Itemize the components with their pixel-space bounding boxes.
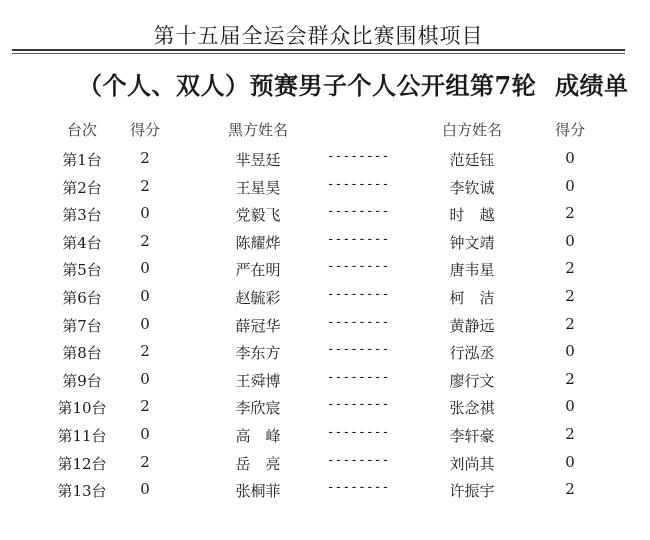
table-row	[0, 232, 650, 256]
white-score: 2	[565, 480, 575, 499]
white-score: 2	[565, 369, 575, 388]
white-score: 0	[565, 342, 575, 361]
black-score: 2	[140, 149, 150, 167]
black-score: 2	[140, 342, 150, 361]
table-number: 第5台	[62, 261, 102, 280]
separator: --------	[326, 369, 390, 385]
black-score: 0	[140, 204, 150, 223]
black-score: 2	[140, 397, 150, 416]
white-player: 黄静远	[449, 316, 495, 335]
table-number: 第6台	[62, 289, 102, 307]
white-score: 0	[565, 452, 575, 471]
table-row	[0, 287, 650, 311]
title-rule-thick	[12, 49, 625, 51]
separator: --------	[326, 231, 390, 247]
black-score: 0	[140, 369, 150, 388]
black-player: 薛冠华	[235, 316, 281, 335]
black-score: 2	[140, 176, 150, 195]
separator: --------	[326, 204, 390, 220]
white-player: 李钦诚	[449, 178, 495, 197]
black-score: 0	[140, 314, 150, 333]
white-score: 0	[565, 149, 575, 167]
header-score-black: 得分	[129, 121, 160, 139]
table-row	[0, 425, 650, 449]
white-score: 2	[565, 287, 575, 305]
black-player: 岳 亮	[235, 454, 281, 473]
table-row	[0, 453, 650, 477]
white-score: 0	[565, 176, 575, 195]
white-player: 张念祺	[449, 399, 495, 418]
result-label: 成绩单	[555, 71, 629, 100]
black-player: 张桐菲	[235, 482, 281, 501]
separator: --------	[326, 149, 390, 164]
separator: --------	[326, 480, 390, 496]
table-row	[0, 204, 650, 228]
white-player: 行泓丞	[449, 344, 495, 363]
table-row	[0, 397, 650, 421]
subtitle-text: （个人、双人）预赛男子个人公开组第7轮	[78, 71, 537, 100]
black-player: 高 峰	[235, 427, 281, 445]
table-number: 第13台	[57, 482, 107, 501]
black-score: 0	[140, 259, 150, 278]
black-score: 0	[140, 425, 150, 443]
black-player: 赵毓彩	[235, 289, 281, 307]
table-number: 第9台	[62, 371, 102, 390]
table-header	[0, 119, 650, 141]
title-rule-thin	[12, 53, 625, 54]
table-row	[0, 370, 650, 394]
black-player: 王舜博	[235, 371, 281, 390]
separator: --------	[326, 452, 390, 468]
table-number: 第12台	[57, 454, 107, 473]
table-row	[0, 480, 650, 504]
table-row	[0, 177, 650, 201]
white-player: 李轩豪	[449, 427, 495, 445]
white-score: 2	[565, 314, 575, 333]
table-number: 第2台	[62, 178, 102, 197]
header-table: 台次	[66, 121, 97, 139]
white-player: 时 越	[449, 206, 495, 225]
subtitle	[78, 66, 638, 101]
white-player: 刘尚其	[449, 454, 495, 473]
table-number: 第7台	[62, 316, 102, 335]
separator: --------	[326, 425, 390, 440]
table-number: 第11台	[57, 427, 107, 445]
white-score: 2	[565, 259, 575, 278]
black-player: 党毅飞	[235, 206, 281, 225]
black-score: 0	[140, 287, 150, 305]
black-player: 芈昱廷	[235, 151, 281, 169]
black-player: 王星昊	[235, 178, 281, 197]
separator: --------	[326, 259, 390, 275]
black-player: 严在明	[235, 261, 281, 280]
black-player: 陈耀烨	[235, 233, 281, 252]
table-row	[0, 149, 650, 173]
table-number: 第1台	[62, 151, 102, 169]
black-player: 李欣宸	[235, 399, 281, 418]
table-row	[0, 342, 650, 366]
separator: --------	[326, 287, 390, 302]
separator: --------	[326, 314, 390, 330]
table-number: 第8台	[62, 344, 102, 363]
document-title: 第十五届全运会群众比赛围棋项目	[153, 24, 484, 48]
black-score: 2	[140, 231, 150, 250]
table-row	[0, 259, 650, 283]
separator: --------	[326, 397, 390, 413]
separator: --------	[326, 342, 390, 358]
header-white-player: 白方姓名	[441, 121, 502, 139]
black-score: 2	[140, 452, 150, 471]
white-player: 唐韦星	[449, 261, 495, 280]
title-bar	[12, 0, 625, 52]
white-player: 许振宇	[449, 482, 495, 501]
separator: --------	[326, 176, 390, 192]
table-number: 第10台	[57, 399, 107, 418]
white-score: 0	[565, 397, 575, 416]
white-score: 2	[565, 425, 575, 443]
black-player: 李东方	[235, 344, 281, 363]
white-score: 2	[565, 204, 575, 223]
table-number: 第4台	[62, 233, 102, 252]
header-score-white: 得分	[554, 121, 585, 139]
white-player: 廖行文	[449, 371, 495, 390]
header-black-player: 黑方姓名	[227, 121, 288, 139]
table-number: 第3台	[62, 206, 102, 225]
table-row	[0, 315, 650, 339]
black-score: 0	[140, 480, 150, 499]
white-player: 钟文靖	[449, 233, 495, 252]
white-score: 0	[565, 231, 575, 250]
white-player: 范廷钰	[449, 151, 495, 169]
white-player: 柯 洁	[449, 289, 495, 307]
